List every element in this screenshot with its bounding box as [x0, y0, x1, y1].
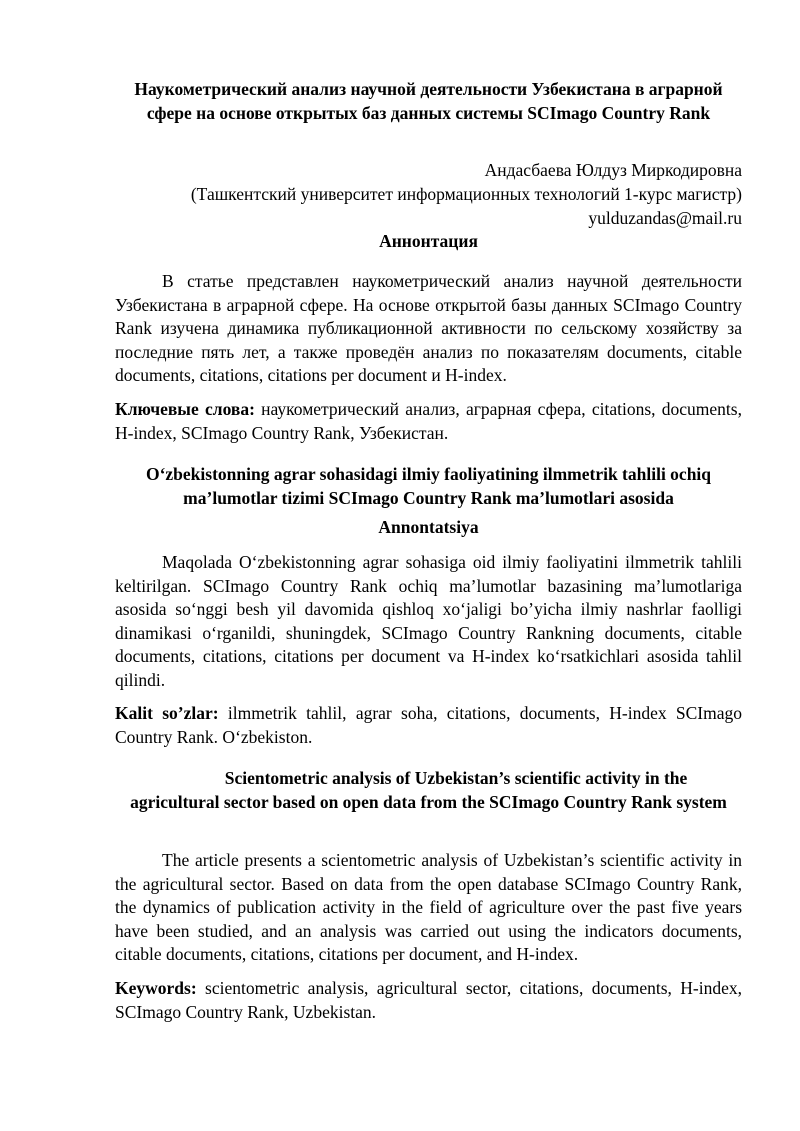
en-keywords-label: Keywords:	[115, 978, 197, 998]
ru-title: Наукометрический анализ научной деятельности Узбекистана в аграрной сфере на основе открытых баз данных системы SCImago Country Rank	[134, 79, 723, 123]
author-name: Андасбаева Юлдуз Миркодировна	[484, 160, 742, 180]
en-title	[115, 766, 742, 814]
uz-keywords-text: ilmmetrik tahlil, agrar soha, citations, documents, H-index SCImago Country Rank. O‘zbekiston.	[115, 703, 742, 747]
en-title-rest: agricultural sector based on open data from the SCImago Country Rank system	[130, 792, 727, 812]
author-email: yulduzandas@mail.ru	[588, 208, 742, 228]
uz-keywords	[115, 702, 742, 749]
uz-keywords-label: Kalit so’zlar:	[115, 703, 219, 723]
author-affiliation: (Ташкентский университет информационных технологий 1-курс магистр)	[190, 184, 742, 204]
ru-keywords-text: наукометрический анализ, аграрная сфера, citations, documents, H-index, SCImago Country Rank, Узбекистан.	[115, 399, 742, 443]
paper-page	[115, 0, 742, 1131]
en-keywords	[115, 977, 742, 1024]
en-keywords-text: scientometric analysis, agricultural sector, citations, documents, H-index, SCImago Country Rank, Uzbekistan.	[115, 978, 742, 1022]
ru-keywords	[115, 398, 742, 445]
uz-title: O‘zbekistonning agrar sohasidagi ilmiy faoliyatining ilmmetrik tahlili ochiq ma’lumotlar tizimi SCImago Country Rank ma’lumotlari asosida	[145, 464, 712, 508]
ru-abstract: В статье представлен наукометрический анализ научной деятельности Узбекистана в аграрной сфере. На основе открытой базы данных SCImago Country Rank изучена динамика публикационной активности по сельскому хозяйству за последние пять лет, а также проведён анализ по показателям documents, citable documents, citations, citations per document и H-index.	[115, 271, 742, 385]
ru-abstract-heading: Аннонтация	[379, 231, 478, 251]
en-abstract: The article presents a scientometric analysis of Uzbekistan’s scientific activity in the agricultural sector. Based on data from the open database SCImago Country Rank, the dynamics of publication activity in the field of agriculture over the past five years have been studied, and an analysis was carried out using the indicators documents, citable documents, citations, citations per document, and H-index.	[115, 850, 742, 964]
en-title-line1: Scientometric analysis of Uzbekistan’s scientific activity in the	[224, 768, 688, 788]
ru-keywords-label: Ключевые слова:	[115, 399, 255, 419]
uz-abstract-heading: Annontatsiya	[378, 517, 479, 537]
uz-abstract: Maqolada O‘zbekistonning agrar sohasiga oid ilmiy faoliyatini ilmmetrik tahlili keltirilgan. SCImago Country Rank ochiq ma’lumotlar bazasining ma’lumotlariga asosida so‘nggi besh yil davomida qishloq xo‘jaligi bo’yicha ilmiy nashrlar faolligi dinamikasi o‘rganildi, shuningdek, SCImago Country Rankning documents, citable documents, citations, citations per document va H-index ko‘rsatkichlari asosida tahlil qilindi.	[115, 552, 742, 690]
